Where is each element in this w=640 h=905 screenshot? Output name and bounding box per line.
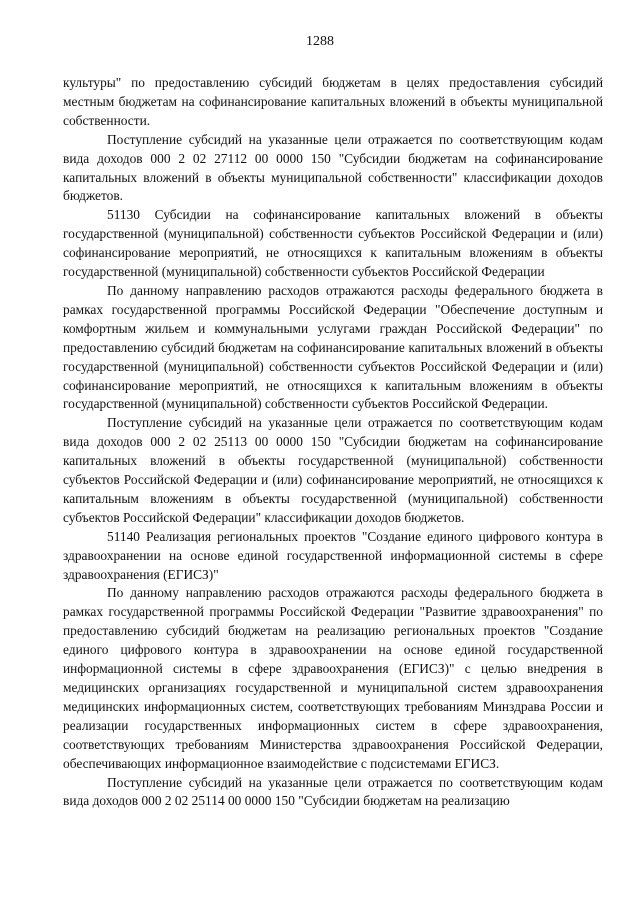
paragraph-expense-description-51140: По данному направлению расходов отражаются расходы федерального бюджета в рамках государственной программы Российской Федерации "Развитие здравоохранения" по предоставлению субсидий бюджетам на реализацию региональных проектов "Создание единого цифрового контура в здравоохранении на основе единой государственной информационной системы в сфере здравоохранения (ЕГИСЗ)" с целью внедрения в медицинских организациях государственной и муниципальной систем здравоохранения медицинских информационных систем, соответствующих требованиям Минздрава России и реализации государственных информационных систем в сфере здравоохранения, соответствующих требованиям Министерства здравоохранения Российской Федерации, обеспечивающих информационное взаимодействие с подсистемами ЕГИСЗ. xyxy=(63,585,603,771)
paragraph-continuation: культуры" по предоставлению субсидий бюджетам в целях предоставления субсидий местным бюджетам на софинансирование капитальных вложений в объекты муниципальной собственности. xyxy=(63,75,603,128)
paragraph-heading-51130: 51130 Субсидии на софинансирование капитальных вложений в объекты государственной (муниципальной) собственности субъектов Российской Федерации и (или) софинансирование мероприятий, не относящихся к капитальным вложениям в объекты государственной (муниципальной) собственности субъектов Российской Федерации xyxy=(63,207,603,280)
page-body xyxy=(63,74,603,811)
paragraph-revenue-code-25113: Поступление субсидий на указанные цели отражается по соответствующим кодам вида доходов 000 2 02 25113 00 0000 150 "Субсидии бюджетам на софинансирование капитальных вложений в объекты государственной (муниципальной) собственности субъектов Российской Федерации и (или) софинансирование мероприятий, не относящихся к капитальным вложениям в объекты государственной (муниципальной) собственности субъектов Российской Федерации" классификации доходов бюджетов. xyxy=(63,415,603,525)
paragraph-revenue-code-25114: Поступление субсидий на указанные цели отражается по соответствующим кодам вида доходов 000 2 02 25114 00 0000 150 "Субсидии бюджетам на реализацию xyxy=(63,774,603,809)
paragraph-revenue-code-27112: Поступление субсидий на указанные цели отражается по соответствующим кодам вида доходов 000 2 02 27112 00 0000 150 "Субсидии бюджетам на софинансирование капитальных вложений в объекты муниципальной собственности" классификации доходов бюджетов. xyxy=(63,131,603,204)
page-number: 1288 xyxy=(306,34,334,49)
paragraph-expense-description-51130: По данному направлению расходов отражаются расходы федерального бюджета в рамках государственной программы Российской Федерации "Обеспечение доступным и комфортным жильем и коммунальными услугами граждан Российской Федерации" по предоставлению субсидий бюджетам на софинансирование капитальных вложений в объекты государственной (муниципальной) собственности субъектов Российской Федерации и (или) софинансирование мероприятий, не относящихся к капитальным вложениям в объекты государственной (муниципальной) собственности субъектов Российской Федерации. xyxy=(63,282,603,412)
paragraph-heading-51140: 51140 Реализация региональных проектов "Создание единого цифрового контура в здравоохранении на основе единой государственной информационной системы в сфере здравоохранения (ЕГИСЗ)" xyxy=(63,528,603,582)
